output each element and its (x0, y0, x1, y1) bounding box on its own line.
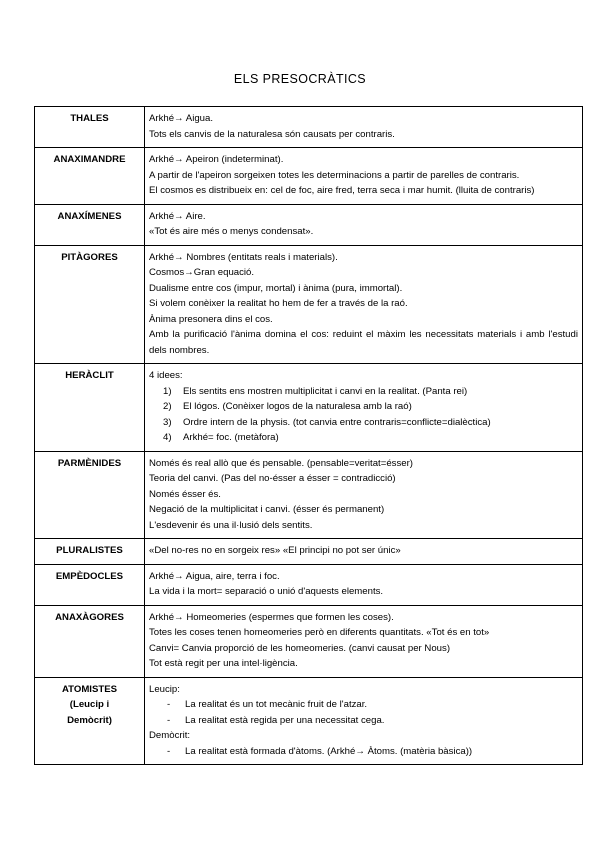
table-row (35, 539, 583, 565)
description-line: Arkhé→ Nombres (entitats reals i materials). (149, 251, 338, 263)
philosopher-description (145, 564, 583, 605)
numbered-list (149, 384, 578, 446)
description-line: Teoria del canvi. (Pas del no-ésser a ésser = contradicció) (149, 473, 396, 484)
philosopher-name-line: ATOMISTES (61, 683, 118, 695)
philosopher-name: PARMÈNIDES (35, 451, 145, 539)
description-line: Només ésser és. (149, 488, 221, 500)
description-line: Ànima presonera dins el cos. (149, 313, 273, 325)
philosopher-name: ANAXIMANDRE (35, 148, 145, 205)
table-row (35, 564, 583, 605)
philosopher-name-line: Demòcrit) (67, 714, 112, 726)
list-item-text: Els sentits ens mostren multiplicitat i canvi en la realitat. (Panta rei) (183, 385, 468, 397)
description-line: Totes les coses tenen homeomeries però en diferents quantitats. «Tot és en tot» (149, 627, 490, 638)
list-number: 2) (163, 401, 172, 412)
group-label: Demòcrit: (149, 730, 191, 741)
list-item (163, 399, 578, 415)
description-line: Arkhé→ Aigua, aire, terra i foc. (149, 570, 280, 582)
table-row (35, 677, 583, 765)
description-line: Dualisme entre cos (impur, mortal) i ànima (pura, immortal). (149, 282, 403, 294)
table-row (35, 245, 583, 364)
description-line: La vida i la mort= separació o unió d'aquests elements. (149, 586, 384, 597)
philosopher-name: EMPÈDOCLES (35, 564, 145, 605)
page-title: ELS PRESOCRÀTICS (233, 72, 367, 86)
description-line: «Tot és aire més o menys condensat». (149, 226, 314, 237)
list-item: - La realitat és un tot mecànic fruit de l'atzar. (185, 697, 578, 713)
description-line: Cosmos→Gran equació. (149, 267, 255, 278)
list-item: - La realitat està formada d'àtoms. (Arkhé→ Àtoms. (matèria bàsica)) (185, 744, 578, 760)
list-number: 3) (163, 416, 172, 428)
philosopher-description (145, 107, 583, 148)
list-item-text: Arkhé= foc. (metàfora) (183, 432, 279, 443)
table-row (35, 107, 583, 148)
description-line: Només és real allò que és pensable. (pensable=veritat=ésser) (149, 457, 413, 469)
description-line: Tots els canvis de la naturalesa són causats per contraris. (149, 128, 395, 140)
philosopher-name: PITÀGORES (35, 245, 145, 364)
description-line: L'esdevenir és una il·lusió dels sentits. (149, 519, 313, 531)
philosopher-description (145, 539, 583, 565)
philosopher-description (145, 148, 583, 205)
dash-list (149, 697, 578, 728)
table-row (35, 204, 583, 245)
philosopher-name-line: (Leucip i (69, 699, 110, 710)
table-body (35, 107, 583, 765)
list-item-text: Ordre intern de la physis. (tot canvia entre contraris=conflicte=dialèctica) (183, 416, 491, 428)
philosopher-description (145, 245, 583, 364)
description-line: Arkhé→ Homeomeries (espermes que formen les coses). (149, 611, 394, 623)
philosopher-description (145, 204, 583, 245)
philosopher-description (145, 364, 583, 452)
description-line: Tot està regit per una intel·ligència. (149, 658, 298, 669)
description-line: El cosmos es distribueix en: cel de foc, aire fred, terra seca i mar humit. (lluita de contraris) (149, 185, 535, 196)
description-line: Arkhé→ Aire. (149, 210, 206, 222)
group-label: Leucip: (149, 683, 180, 695)
philosopher-description (145, 677, 583, 765)
list-item (163, 384, 578, 400)
philosopher-name (35, 677, 145, 765)
table-row (35, 364, 583, 452)
list-number: 4) (163, 432, 172, 443)
presocratics-table (34, 106, 583, 765)
dash-list (149, 744, 578, 760)
philosopher-name: HERÀCLIT (35, 364, 145, 452)
list-item: - La realitat està regida per una necessitat cega. (185, 713, 578, 729)
philosopher-name: THALES (35, 107, 145, 148)
philosopher-name: ANAXÀGORES (35, 605, 145, 677)
philosopher-name: PLURALISTES (35, 539, 145, 565)
description-line: Negació de la multiplicitat i canvi. (ésser és permanent) (149, 504, 385, 515)
list-item-text: El lógos. (Conèixer logos de la naturalesa amb la raó) (183, 401, 412, 412)
description-line: «Del no-res no en sorgeix res» «El principi no pot ser únic» (149, 545, 401, 556)
table-row (35, 451, 583, 539)
list-number: 1) (163, 385, 172, 397)
description-line: Si volem conèixer la realitat ho hem de fer a través de la raó. (149, 298, 408, 309)
description-line: Amb la purificació l'ànima domina el cos: reduint el màxim les necessitats materials i amb l'estudi dels nombres. (149, 329, 578, 356)
description-line: A partir de l'apeiron sorgeixen totes les determinacions a partir de parelles de contraris. (149, 169, 520, 181)
table-row (35, 605, 583, 677)
philosopher-description (145, 605, 583, 677)
description-intro: 4 idees: (149, 370, 183, 381)
list-item (163, 430, 578, 446)
description-line: Arkhé→ Aigua. (149, 113, 213, 124)
description-line: Canvi= Canvia proporció de les homeomeries. (canvi causat per Nous) (149, 642, 451, 654)
description-line: Arkhé→ Apeiron (indeterminat). (149, 154, 284, 165)
table-row (35, 148, 583, 205)
philosopher-name: ANAXÍMENES (35, 204, 145, 245)
list-item (163, 415, 578, 431)
philosopher-description (145, 451, 583, 539)
